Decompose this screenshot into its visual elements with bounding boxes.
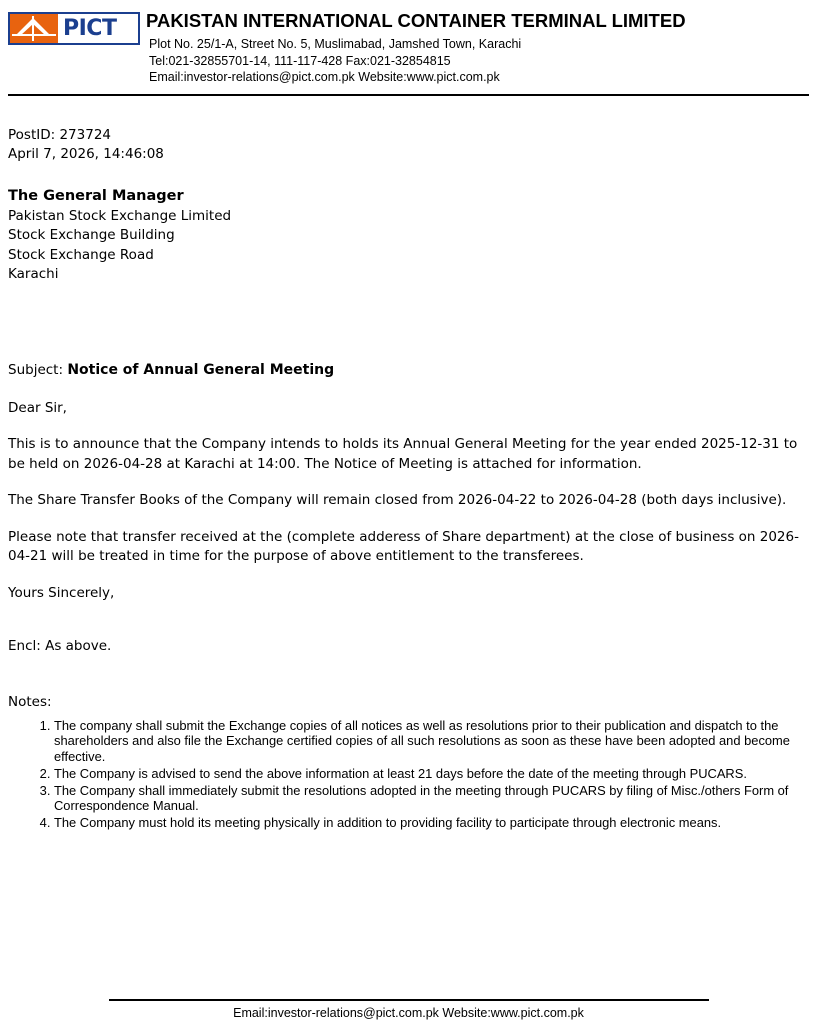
list-item: 3. The Company shall immediately submit the resolutions adopted in the meeting through PUCARS by filing of Misc./others Form of Correspondence Manual. (54, 783, 809, 815)
subject-row (8, 361, 809, 380)
logo-wordmark: PICT (63, 16, 117, 41)
enclosure: Encl: As above. (8, 638, 112, 654)
company-email-line: Email:investor-relations@pict.com.pk Website:www.pict.com.pk (149, 70, 500, 84)
list-item: 4. The Company must hold its meeting physically in addition to providing facility to participate through electronic means. (54, 815, 809, 831)
paragraph-3: Please note that transfer received at the (complete adderess of Share department) at the close of business on 2026-04-21 will be treated in time for the purpose of above entitlement to the transferees. (8, 528, 799, 564)
paragraph-1: This is to announce that the Company intends to holds its Annual General Meeting for the year ended 2025-12-31 to be held on 2026-04-28 at Karachi at 14:00. The Notice of Meeting is attached for information. (8, 436, 798, 472)
company-logo-block (8, 10, 140, 45)
addressee-line-4: Karachi (8, 266, 59, 282)
company-name: PAKISTAN INTERNATIONAL CONTAINER TERMINAL LIMITED (146, 10, 686, 31)
addressee-line-2: Stock Exchange Building (8, 227, 175, 243)
letter-body (8, 96, 809, 832)
page-footer (0, 999, 817, 1022)
letterhead-text (140, 10, 809, 86)
letterhead (8, 0, 809, 86)
subject-label: Subject: (8, 361, 64, 378)
addressee-title: The General Manager (8, 187, 184, 204)
salutation: Dear Sir, (8, 399, 67, 416)
addressee-line-1: Pakistan Stock Exchange Limited (8, 207, 232, 224)
company-phone-line: Tel:021-32855701-14, 111-117-428 Fax:021-32854815 (149, 53, 451, 68)
company-address-line-1: Plot No. 25/1-A, Street No. 5, Muslimabad, Jamshed Town, Karachi (149, 37, 522, 51)
footer-divider (109, 999, 709, 1001)
closing: Yours Sincerely, (8, 584, 115, 601)
list-item: 2. The Company is advised to send the above information at least 21 days before the date of the meeting through PUCARS. (54, 766, 809, 782)
paragraph-2: The Share Transfer Books of the Company will remain closed from 2026-04-22 to 2026-04-28 (both days inclusive). (8, 492, 787, 508)
addressee-line-3: Stock Exchange Road (8, 246, 154, 263)
post-id: PostID: 273724 (8, 126, 111, 143)
footer-contact: Email:investor-relations@pict.com.pk Website:www.pict.com.pk (233, 1006, 584, 1020)
subject-value: Notice of Annual General Meeting (67, 361, 335, 378)
list-item: 1. The company shall submit the Exchange copies of all notices as well as resolutions prior to their publication and dispatch to the shareholders and also file the Exchange certified copies of all such resolutions as soon as these have been adopted and become effective. (54, 718, 809, 765)
crane-icon (10, 14, 58, 43)
post-timestamp: April 7, 2026, 14:46:08 (8, 145, 164, 162)
pict-logo (8, 12, 140, 45)
notes-label: Notes: (8, 693, 52, 710)
notes-list (8, 718, 809, 832)
